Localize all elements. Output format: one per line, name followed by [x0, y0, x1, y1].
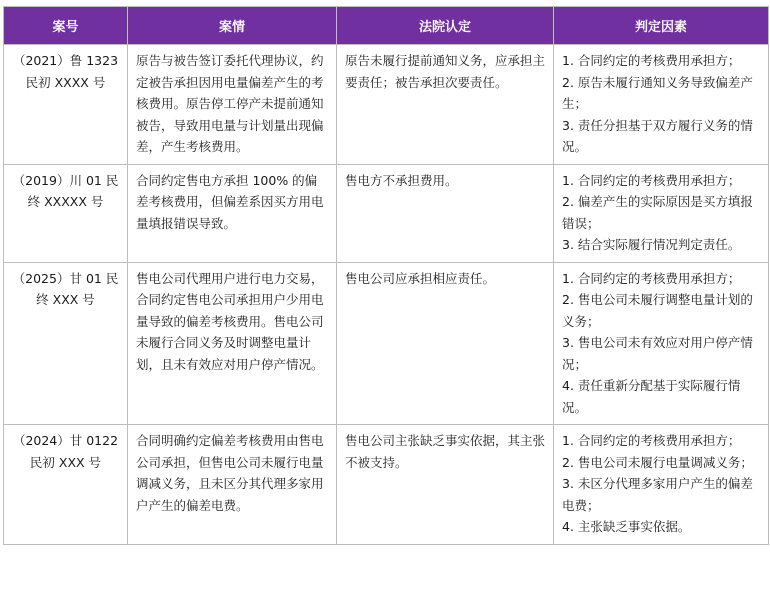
- factor-item: 2. 售电公司未履行电量调减义务；: [562, 454, 753, 470]
- factors-list: [562, 170, 760, 256]
- factors-list: [562, 50, 760, 158]
- factor-item: 3. 责任分担基于双方履行义务的情况。: [562, 117, 753, 154]
- factor-item: 2. 偏差产生的实际原因是买方填报错误；: [562, 194, 753, 231]
- table-header: [4, 7, 769, 45]
- factor-item: 1. 合同约定的考核费用承担方；: [562, 433, 741, 448]
- factor-item: 3. 售电公司未有效应对用户停产情况；: [562, 335, 753, 372]
- table-row: [4, 262, 769, 425]
- factors-list: [562, 430, 760, 538]
- court-finding-cell: 原告未履行提前通知义务，应承担主要责任；被告承担次要责任。: [337, 45, 554, 165]
- factors-list: [562, 268, 760, 419]
- table-body: [4, 45, 769, 545]
- case-number-cell: （2021）鲁 1323 民初 XXXX 号: [4, 45, 128, 165]
- case-number-cell: （2024）甘 0122 民初 XXX 号: [4, 425, 128, 545]
- header-court-finding: 法院认定: [337, 7, 554, 45]
- case-number-cell: （2025）甘 01 民终 XXX 号: [4, 262, 128, 425]
- case-facts-cell: 售电公司代理用户进行电力交易，合同约定售电公司承担用户少用电量导致的偏差考核费用。售电公司未履行合同义务及时调整电量计划，且未有效应对用户停产情况。: [128, 262, 337, 425]
- factor-item: 1. 合同约定的考核费用承担方；: [562, 270, 741, 286]
- factors-cell: [554, 164, 769, 262]
- court-finding-cell: 售电公司应承担相应责任。: [337, 262, 554, 425]
- factor-item: 3. 结合实际履行情况判定责任。: [562, 237, 741, 252]
- header-row: [4, 7, 769, 45]
- factors-cell: [554, 262, 769, 425]
- factor-item: 2. 原告未履行通知义务导致偏差产生；: [562, 74, 753, 111]
- court-finding-cell: 售电方不承担费用。: [337, 164, 554, 262]
- factor-item: 1. 合同约定的考核费用承担方；: [562, 172, 741, 188]
- table-row: [4, 164, 769, 262]
- header-case-no: 案号: [4, 7, 128, 45]
- case-facts-cell: 原告与被告签订委托代理协议，约定被告承担因用电量偏差产生的考核费用。原告停工停产未提前通知被告，导致用电量与计划量出现偏差，产生考核费用。: [128, 45, 337, 165]
- case-number-cell: （2019）川 01 民终 XXXXX 号: [4, 164, 128, 262]
- table-row: [4, 45, 769, 165]
- table-row: [4, 425, 769, 545]
- case-facts-cell: 合同明确约定偏差考核费用由售电公司承担，但售电公司未履行电量调减义务，且未区分其代理多家用户产生的偏差电费。: [128, 425, 337, 545]
- court-finding-cell: 售电公司主张缺乏事实依据，其主张不被支持。: [337, 425, 554, 545]
- factor-item: 2. 售电公司未履行调整电量计划的义务；: [562, 292, 753, 329]
- case-table: [3, 6, 769, 545]
- factor-item: 3. 未区分代理多家用户产生的偏差电费；: [562, 476, 753, 513]
- factors-cell: [554, 425, 769, 545]
- factor-item: 1. 合同约定的考核费用承担方；: [562, 53, 741, 68]
- factor-item: 4. 主张缺乏事实依据。: [562, 519, 691, 534]
- case-facts-cell: 合同约定售电方承担 100% 的偏差考核费用，但偏差系因买方用电量填报错误导致。: [128, 164, 337, 262]
- header-factors: 判定因素: [554, 7, 769, 45]
- header-facts: 案情: [128, 7, 337, 45]
- factor-item: 4. 责任重新分配基于实际履行情况。: [562, 378, 741, 415]
- factors-cell: [554, 45, 769, 165]
